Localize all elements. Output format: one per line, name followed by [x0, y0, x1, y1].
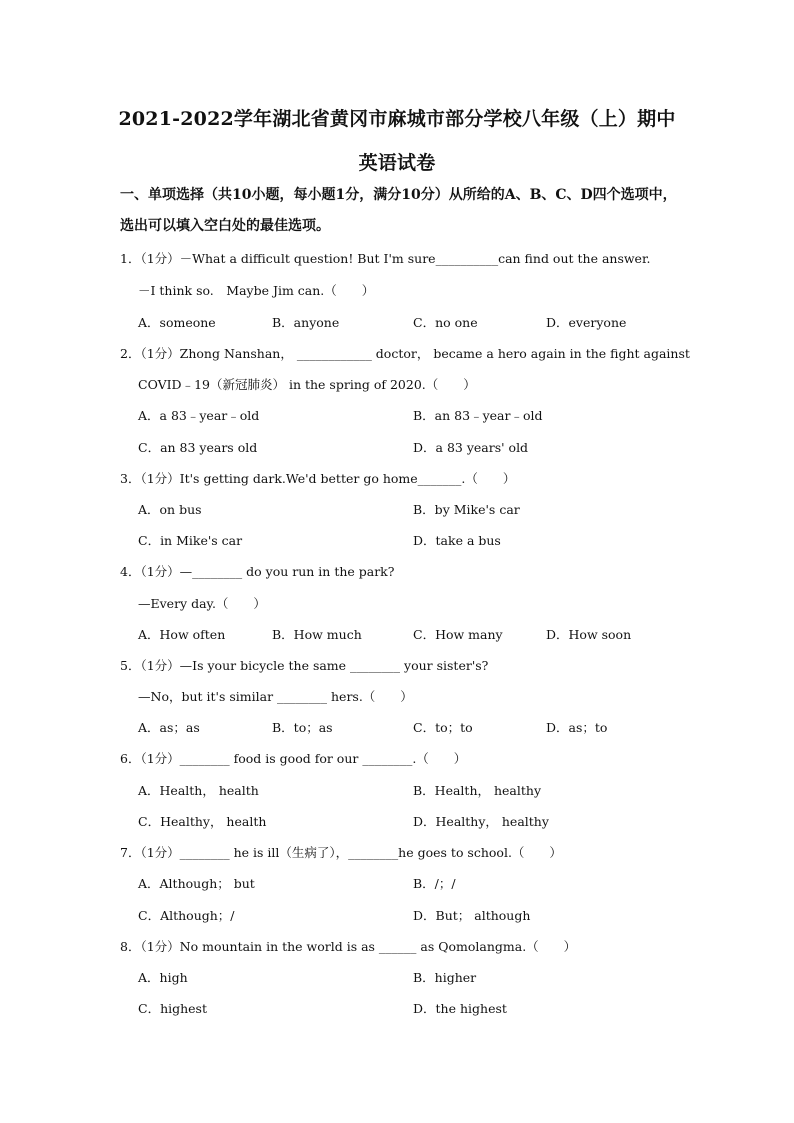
- question-6-stem: 6．（1分）________ food is good for our ________.（ ）: [120, 751, 467, 766]
- question-4-option-a[interactable]: A．How often: [138, 627, 226, 642]
- section-instruction: [120, 180, 720, 242]
- question-5-option-b[interactable]: B．to；as: [272, 720, 333, 735]
- question-4-option-b[interactable]: B．How much: [272, 627, 362, 642]
- question-2-option-c[interactable]: C．an 83 years old: [138, 440, 258, 455]
- question-1-option-c[interactable]: C．no one: [413, 315, 478, 330]
- question-2-stem: 2．（1分）Zhong Nanshan， ____________ doctor， became a hero again in the fight against: [120, 346, 690, 361]
- question-3-option-d[interactable]: D．take a bus: [413, 533, 501, 548]
- question-2-option-b[interactable]: B．an 83﹣year﹣old: [413, 408, 543, 423]
- question-6-option-b[interactable]: B．Health， healthy: [413, 783, 542, 798]
- question-3-option-c[interactable]: C．in Mike's car: [138, 533, 243, 548]
- question-2-option-a[interactable]: A．a 83﹣year﹣old: [138, 408, 260, 423]
- question-5-option-d[interactable]: D．as；to: [546, 720, 608, 735]
- question-7-option-c[interactable]: C．Although；/: [138, 908, 235, 923]
- question-5-stem: 5．（1分）—Is your bicycle the same ________ your sister's?: [120, 658, 489, 673]
- question-8-option-c[interactable]: C．highest: [138, 1001, 208, 1016]
- section-instruction-line2: 选出可以填入空白处的最佳选项。: [120, 218, 330, 234]
- question-7-stem: 7．（1分）________ he is ill（生病了），________he goes to school.（ ）: [120, 845, 562, 860]
- question-7-option-a[interactable]: A．Although； but: [138, 876, 255, 891]
- exam-title-line1: 2021-2022学年湖北省黄冈市麻城市部分学校八年级（上）期中: [118, 108, 676, 130]
- question-5-option-c[interactable]: C．to；to: [413, 720, 473, 735]
- question-6-option-d[interactable]: D．Healthy， healthy: [413, 814, 549, 829]
- question-6-option-a[interactable]: A．Health， health: [138, 783, 259, 798]
- question-8-option-d[interactable]: D．the highest: [413, 1001, 507, 1016]
- question-3-option-a[interactable]: A．on bus: [138, 502, 202, 517]
- question-8-stem: 8．（1分）No mountain in the world is as ______ as Qomolangma.（ ）: [120, 939, 577, 954]
- question-1-stem-line2: －I think so. Maybe Jim can.（ ）: [138, 283, 375, 298]
- question-2-option-d[interactable]: D．a 83 years' old: [413, 440, 529, 455]
- question-7-option-d[interactable]: D．But； although: [413, 908, 531, 923]
- question-1-option-a[interactable]: A．someone: [138, 315, 216, 330]
- question-4-option-c[interactable]: C．How many: [413, 627, 503, 642]
- question-3-stem: 3．（1分）It's getting dark.We'd better go home_______.（ ）: [120, 471, 516, 486]
- exam-title-line2: 英语试卷: [358, 152, 436, 174]
- question-3-option-b[interactable]: B．by Mike's car: [413, 502, 520, 517]
- question-1-stem: 1．（1分）－What a difficult question! But I'm sure__________can find out the answer.: [120, 251, 651, 266]
- question-4-option-d[interactable]: D．How soon: [546, 627, 632, 642]
- question-1-option-b[interactable]: B．anyone: [272, 315, 340, 330]
- question-4-stem-line2: —Every day.（ ）: [138, 596, 266, 611]
- question-6-option-c[interactable]: C．Healthy， health: [138, 814, 267, 829]
- question-5-option-a[interactable]: A．as；as: [138, 720, 200, 735]
- section-instruction-line1: 一、单项选择（共10小题，每小题1分，满分10分）从所给的A、B、C、D四个选项中，: [120, 187, 677, 203]
- question-7-option-b[interactable]: B．/；/: [413, 876, 456, 891]
- question-8-option-a[interactable]: A．high: [138, 970, 188, 985]
- question-4-stem: 4．（1分）—________ do you run in the park?: [120, 564, 395, 579]
- question-1-option-d[interactable]: D．everyone: [546, 315, 627, 330]
- question-2-stem-line2: COVID﹣19（新冠肺炎） in the spring of 2020.（ ）: [138, 377, 476, 392]
- question-5-stem-line2: —No，but it's similar ________ hers.（ ）: [138, 689, 413, 704]
- question-8-option-b[interactable]: B．higher: [413, 970, 477, 985]
